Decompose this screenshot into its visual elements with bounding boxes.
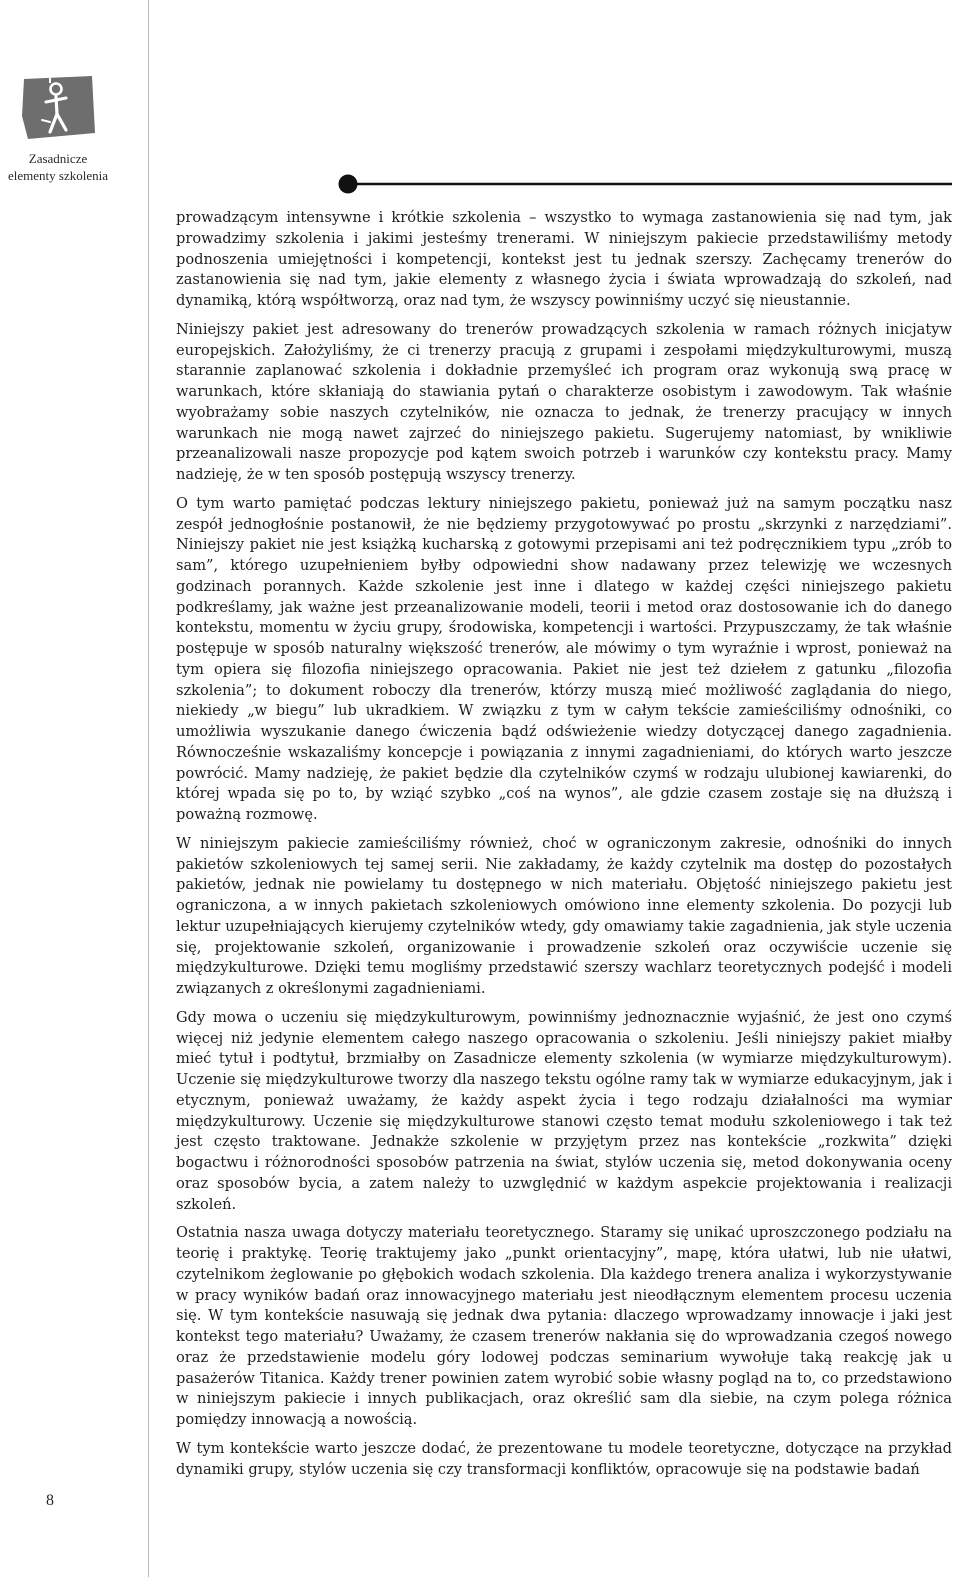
paragraph: Gdy mowa o uczeniu się międzykulturowym, powinniśmy jednoznacznie wyjaśnić, że jest ono czymś więcej niż jedynie elementem całego naszego opracowania o szkoleniu. Jeśli niniejszy pakiet miałby mieć tytuł i podtytuł, brzmiałby on Zasadnicze elementy szkolenia (w wymiarze międzykulturowym). Uczenie się międzykulturowe tworzy dla naszego tekstu ogólne ramy tak w wymiarze edukacyjnym, jak i etycznym, ponieważ uważamy, że każdy aspekt życia i tego rodzaju działalności ma wymiar międzykulturowy. Uczenie się międzykulturowe stanowi często temat modułu szkoleniowego i tak też jest często traktowane. Jednakże szkolenie w przyjętym przez nas kontekście „rozkwita” dzięki bogactwu i różnorodności sposobów patrzenia na świat, stylów uczenia się, metod dokonywania oceny oraz sposobów bycia, a zatem należy to uzwględnić w każdym aspekcie projektowania i realizacji szkoleń. xyxy=(176,1008,952,1213)
section-label xyxy=(0,150,116,184)
sidebar-divider xyxy=(148,0,149,1577)
section-label-line-2: elementy szkolenia xyxy=(8,168,108,183)
paragraph: W niniejszym pakiecie zamieściliśmy również, choć w ograniczonym zakresie, odnośniki do innych pakietów szkoleniowych tej samej serii. Nie zakładamy, że każdy czytelnik ma dostęp do pozostałych pakietów, jednak nie powielamy tu dostępnego w nich materiału. Objętość niniejszego pakietu jest ograniczona, a w innych pakietach szkoleniowych omówiono inne elementy szkolenia. Do pozycji lub lektur uzupełniających kierujemy czytelników wtedy, gdy omawiamy takie zagadnienia, jak style uczenia się, projektowanie szkoleń, organizowanie i prowadzenie szkoleń oraz oczywiście uczenie się międzykulturowe. Dzięki temu mogliśmy przedstawić szerszy wachlarz teoretycznych podejść i modeli związanych z określonymi zagadnieniami. xyxy=(176,834,952,997)
section-label-line-1: Zasadnicze xyxy=(28,151,88,166)
paragraph: Niniejszy pakiet jest adresowany do trenerów prowadzących szkolenia w ramach różnych inicjatyw europejskich. Założyliśmy, że ci trenerzy pracują z grupami i zespołami międzykulturowymi, muszą starannie zaplanować szkolenia i dokładnie przemyśleć ich program oraz wykonują swą pracę w warunkach, które skłaniają do stawiania pytań o charakterze osobistym i zawodowym. Tak właśnie wyobrażamy sobie naszych czytelników, nie oznacza to jednak, że trenerzy pracujący w innych warunkach nie mogą nawet zajrzeć do niniejszego pakietu. Sugerujemy natomiast, by wnikliwie przeanalizowali nasze propozycje pod kątem swoich potrzeb i warunków czy kontekstu pracy. Mamy nadzieję, że w ten sposób postępują wszyscy trenerzy. xyxy=(176,320,952,483)
paragraph: O tym warto pamiętać podczas lektury niniejszego pakietu, ponieważ już na samym początku nasz zespół jednogłośnie postanowił, że nie będziemy przygotowywać po prostu „skrzynki z narzędziami”. Niniejszy pakiet nie jest książką kucharską z gotowymi przepisami ani też podręcznikiem typu „zrób to sam”, którego uzupełnieniem byłby odpowiedni show nadawany przez telewizję we wczesnych godzinach porannych. Każde szkolenie jest inne i dlatego w każdej części niniejszego pakietu podkreślamy, jak ważne jest przeanalizowanie modeli, teorii i metod oraz dostosowanie ich do danego kontekstu, momentu w życiu grupy, środowiska, kompetencji i wartości. Przypuszczamy, że tak właśnie postępuje w sposób naturalny większość trenerów, ale mówimy o tym wyraźnie i wprost, ponieważ na tym opiera się filozofia niniejszego opracowania. Pakiet nie jest też dziełem z gatunku „filozofia szkolenia”; to dokument roboczy dla trenerów, którzy muszą mieć możliwość zaglądania do niego, niekiedy „w biegu” lub ukradkiem. W związku z tym w całym tekście zamieściliśmy odnośniki, co umożliwia wyszukanie danego ćwiczenia bądź odświeżenie wiedzy dotyczącej danego zagadnienia. Równocześnie wskazaliśmy koncepcje i powiązania z innymi zagadnieniami, do których warto jeszcze powrócić. Mamy nadzieję, że pakiet będzie dla czytelników czymś w rodzaju ulubionej kawiarenki, do której wpada się po to, by wziąć szybko „coś na wynos”, ale gdzie czasem zostaje się na dłuższą i poważną rozmowę. xyxy=(176,494,952,823)
header-rule xyxy=(338,173,952,195)
sidebar xyxy=(0,0,148,1577)
body-text xyxy=(176,208,952,1488)
paragraph: W tym kontekście warto jeszcze dodać, że prezentowane tu modele teoretyczne, dotyczące na przykład dynamiki grupy, stylów uczenia się czy transformacji konfliktów, opracowuje się na podstawie badań xyxy=(176,1439,952,1478)
person-figure-logo-icon xyxy=(20,76,96,140)
paragraph: prowadzącym intensywne i krótkie szkolenia – wszystko to wymaga zastanowienia się nad tym, jak prowadzimy szkolenia i jakimi jesteśmy trenerami. W niniejszym pakiecie przedstawiliśmy metody podnoszenia umiejętności i kompetencji, kontekst jest tu jednak szerszy. Zachęcamy trenerów do zastanowienia się nad tym, jakie elementy z własnego życia i świata wprowadzają do szkoleń, nad dynamiką, którą współtworzą, oraz nad tym, że wszyscy powinniśmy uczyć się nieustannie. xyxy=(176,209,952,309)
page-number: 8 xyxy=(46,1492,54,1509)
paragraph: Ostatnia nasza uwaga dotyczy materiału teoretycznego. Staramy się unikać uproszczonego podziału na teorię i praktykę. Teorię traktujemy jako „punkt orientacyjny”, mapę, która ułatwi, lub nie ułatwi, czytelnikom żeglowanie po głębokich wodach szkolenia. Dla każdego trenera analiza i wykorzystywanie w pracy wyników badań oraz innowacyjnego materiału jest nieodłącznym elementem procesu uczenia się. W tym kontekście nasuwają się jednak dwa pytania: dlaczego wprowadzamy innowacje i jaki jest kontekst tego materiału? Uważamy, że czasem trenerów nakłania się do wprowadzania czegoś nowego oraz że przedstawienie modelu góry lodowej podczas seminarium wywołuje taką reakcję jak u pasażerów Titanica. Każdy trener powinien zatem wyrobić sobie własny pogląd na to, co przedstawiono w niniejszym pakiecie i innych publikacjach, oraz określić sam dla siebie, na czym polega różnica pomiędzy innowacją a nowością. xyxy=(176,1224,952,1428)
